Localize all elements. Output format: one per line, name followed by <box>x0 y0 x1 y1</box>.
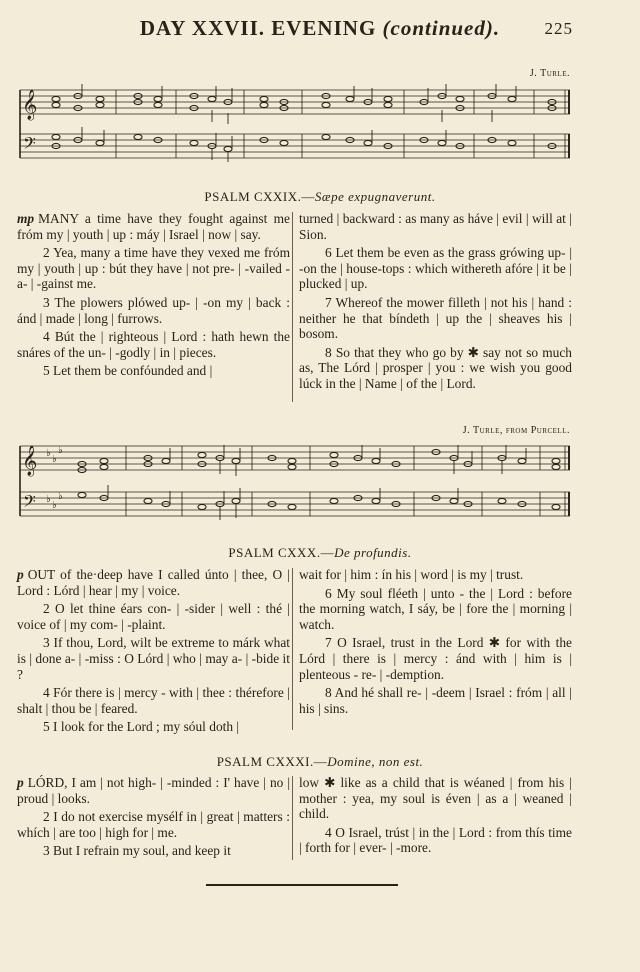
svg-text:𝄢: 𝄢 <box>23 491 36 515</box>
psalm-130-verse-5-start: 5 I look for the Lord ; my sóul doth | <box>43 719 240 735</box>
psalm-131-verse-1: p LÓRD, I am | not high- | -minded : I' have | no | proud | looks. <box>17 775 290 806</box>
running-head-title: DAY XXVII. EVENING <box>139 16 377 40</box>
chant2-composer <box>463 425 570 436</box>
psalm-129-verse-7: 7 Whereof the mower filleth | not his | hand : neither he that bíndeth | up the | sheaves his | bosom. <box>299 294 572 342</box>
chant2-staves <box>16 440 576 530</box>
psalm-131-verse-3-start: 3 But I refrain my soul, and keep it <box>43 843 231 859</box>
closing-rule <box>206 884 398 886</box>
psalm-130-verse-8: 8 And hé shall re- | -deem | Israel : fróm | all | his | sins. <box>299 685 572 716</box>
psalm-131-column-divider <box>292 776 293 860</box>
psalm-130-verse-3: 3 If thou, Lord, wilt be extreme to márk what is | done a- | -miss : O Lórd | who | may a- | -bide it ? <box>17 635 290 682</box>
psalm-131-number: PSALM CXXXI.— <box>216 754 328 769</box>
psalm-130-verse-6: 6 My soul fléeth | unto - the | Lord : before the morning watch, I sáy, be | fore the | morning | watch. <box>299 585 572 632</box>
psalm-129-verse-3: 3 The plowers plówed up- | -on my | back : ánd | made | long | furrows. <box>17 294 290 326</box>
psalm-131-left-column <box>17 775 290 862</box>
psalm-131-latin-title: Domine, non est. <box>327 754 424 769</box>
psalm-129-verse-5-start: 5 Let them be confóunded and | <box>43 363 213 379</box>
chant2-music-score <box>16 440 576 530</box>
psalm-129-verse-5-end: turned | backward : as many as háve | evil | will at | Sion. <box>299 211 572 242</box>
psalm-129-verse-6: 6 Let them be even as the grass grówing up- | -on the | house-tops : which withereth afóre | it be | plucked | up. <box>299 245 572 292</box>
psalm-130-verse-2: 2 O let thine éars con- | -sider | well : thé | voice of | my com- | -plaint. <box>17 601 290 632</box>
chant2-composer-prefix: J. Turle, from <box>462 425 531 436</box>
psalm-131-verse-4: 4 O Israel, trúst | in the | Lord : from thís time | forth for | ever- | -more. <box>299 824 572 856</box>
svg-text:♭: ♭ <box>52 500 57 511</box>
psalm-129-verse-4: 4 Bút the | righteous | Lord : hath hewn the snáres of the un- | -godly | in | pieces. <box>17 329 290 360</box>
psalm-129-number: PSALM CXXIX.— <box>204 189 315 204</box>
chant1-composer: J. Turle. <box>529 68 570 79</box>
psalm-130-left-column <box>17 567 290 738</box>
psalm-130-latin-title: De profundis. <box>334 545 412 560</box>
psalm-129-left-column <box>17 211 290 382</box>
psalm-130-verse-7: 7 O Israel, trust in the Lord ✱ for with the Lórd | there is | mercy : ánd with | him is | plenteous - re- | -demption. <box>299 635 572 682</box>
svg-text:𝄢: 𝄢 <box>23 133 36 157</box>
psalm-131-heading <box>0 754 640 770</box>
svg-text:𝄞: 𝄞 <box>22 90 38 120</box>
svg-text:♭: ♭ <box>58 445 63 456</box>
chant2-composer-name: Purcell. <box>530 425 570 436</box>
psalm-129-column-divider <box>292 212 293 402</box>
psalm-130-verse-1: p OUT of the·deep have I called únto | thee, O | Lord : Lórd | hear | my | voice. <box>17 567 290 598</box>
dynamic-marking: p <box>17 567 24 582</box>
psalm-129-latin-title: Sæpe expugnaverunt. <box>314 189 436 204</box>
psalm-130-verse-4: 4 Fór there is | mercy - with | thee : thérefore | shalt | thou be | feared. <box>17 685 290 716</box>
psalm-129-right-column <box>299 211 572 395</box>
svg-text:𝄞: 𝄞 <box>22 446 38 476</box>
chant1-staves <box>16 84 576 172</box>
psalm-131-verse-2: 2 I do not exercise mysélf in | great | matters : whích | are too | high for | me. <box>17 809 290 840</box>
page-number: 225 <box>544 19 573 38</box>
svg-text:♭: ♭ <box>46 448 51 459</box>
psalm-130-verse-5-end: wait for | him : ín his | word | is my | trust. <box>299 567 524 582</box>
dynamic-marking: p <box>17 775 24 790</box>
svg-text:♭: ♭ <box>46 494 51 505</box>
running-head-continued: (continued). <box>382 16 501 40</box>
svg-text:♭: ♭ <box>52 454 57 465</box>
psalm-130-right-column <box>299 567 572 719</box>
psalm-130-column-divider <box>292 568 293 730</box>
chant1-music-score <box>16 84 576 172</box>
psalm-131-verse-3-end: low ✱ like as a child that is wéaned | from his | mother : yea, my soul is éven | as a | weaned | child. <box>299 775 572 822</box>
psalm-129-verse-1: mp MANY a time have they fought against me fróm my | youth | up : máy | Israel | now | say. <box>17 211 290 242</box>
psalm-131-right-column <box>299 775 572 859</box>
psalm-129-heading <box>0 189 640 205</box>
dynamic-marking: mp <box>17 211 35 226</box>
psalm-130-number: PSALM CXXX.— <box>228 545 335 560</box>
psalm-129-verse-8: 8 So that they who go by ✱ say not so much as, The Lórd | prosper | you : we wish you good lúck in the | Name | of the | Lord. <box>299 344 572 391</box>
psalm-130-heading <box>0 545 640 561</box>
psalm-129-verse-2: 2 Yea, many a time have they vexed me fróm my | youth | up : bút they have | not pre- | -vailed - a- | -gainst me. <box>17 245 290 292</box>
svg-text:♭: ♭ <box>58 491 63 502</box>
